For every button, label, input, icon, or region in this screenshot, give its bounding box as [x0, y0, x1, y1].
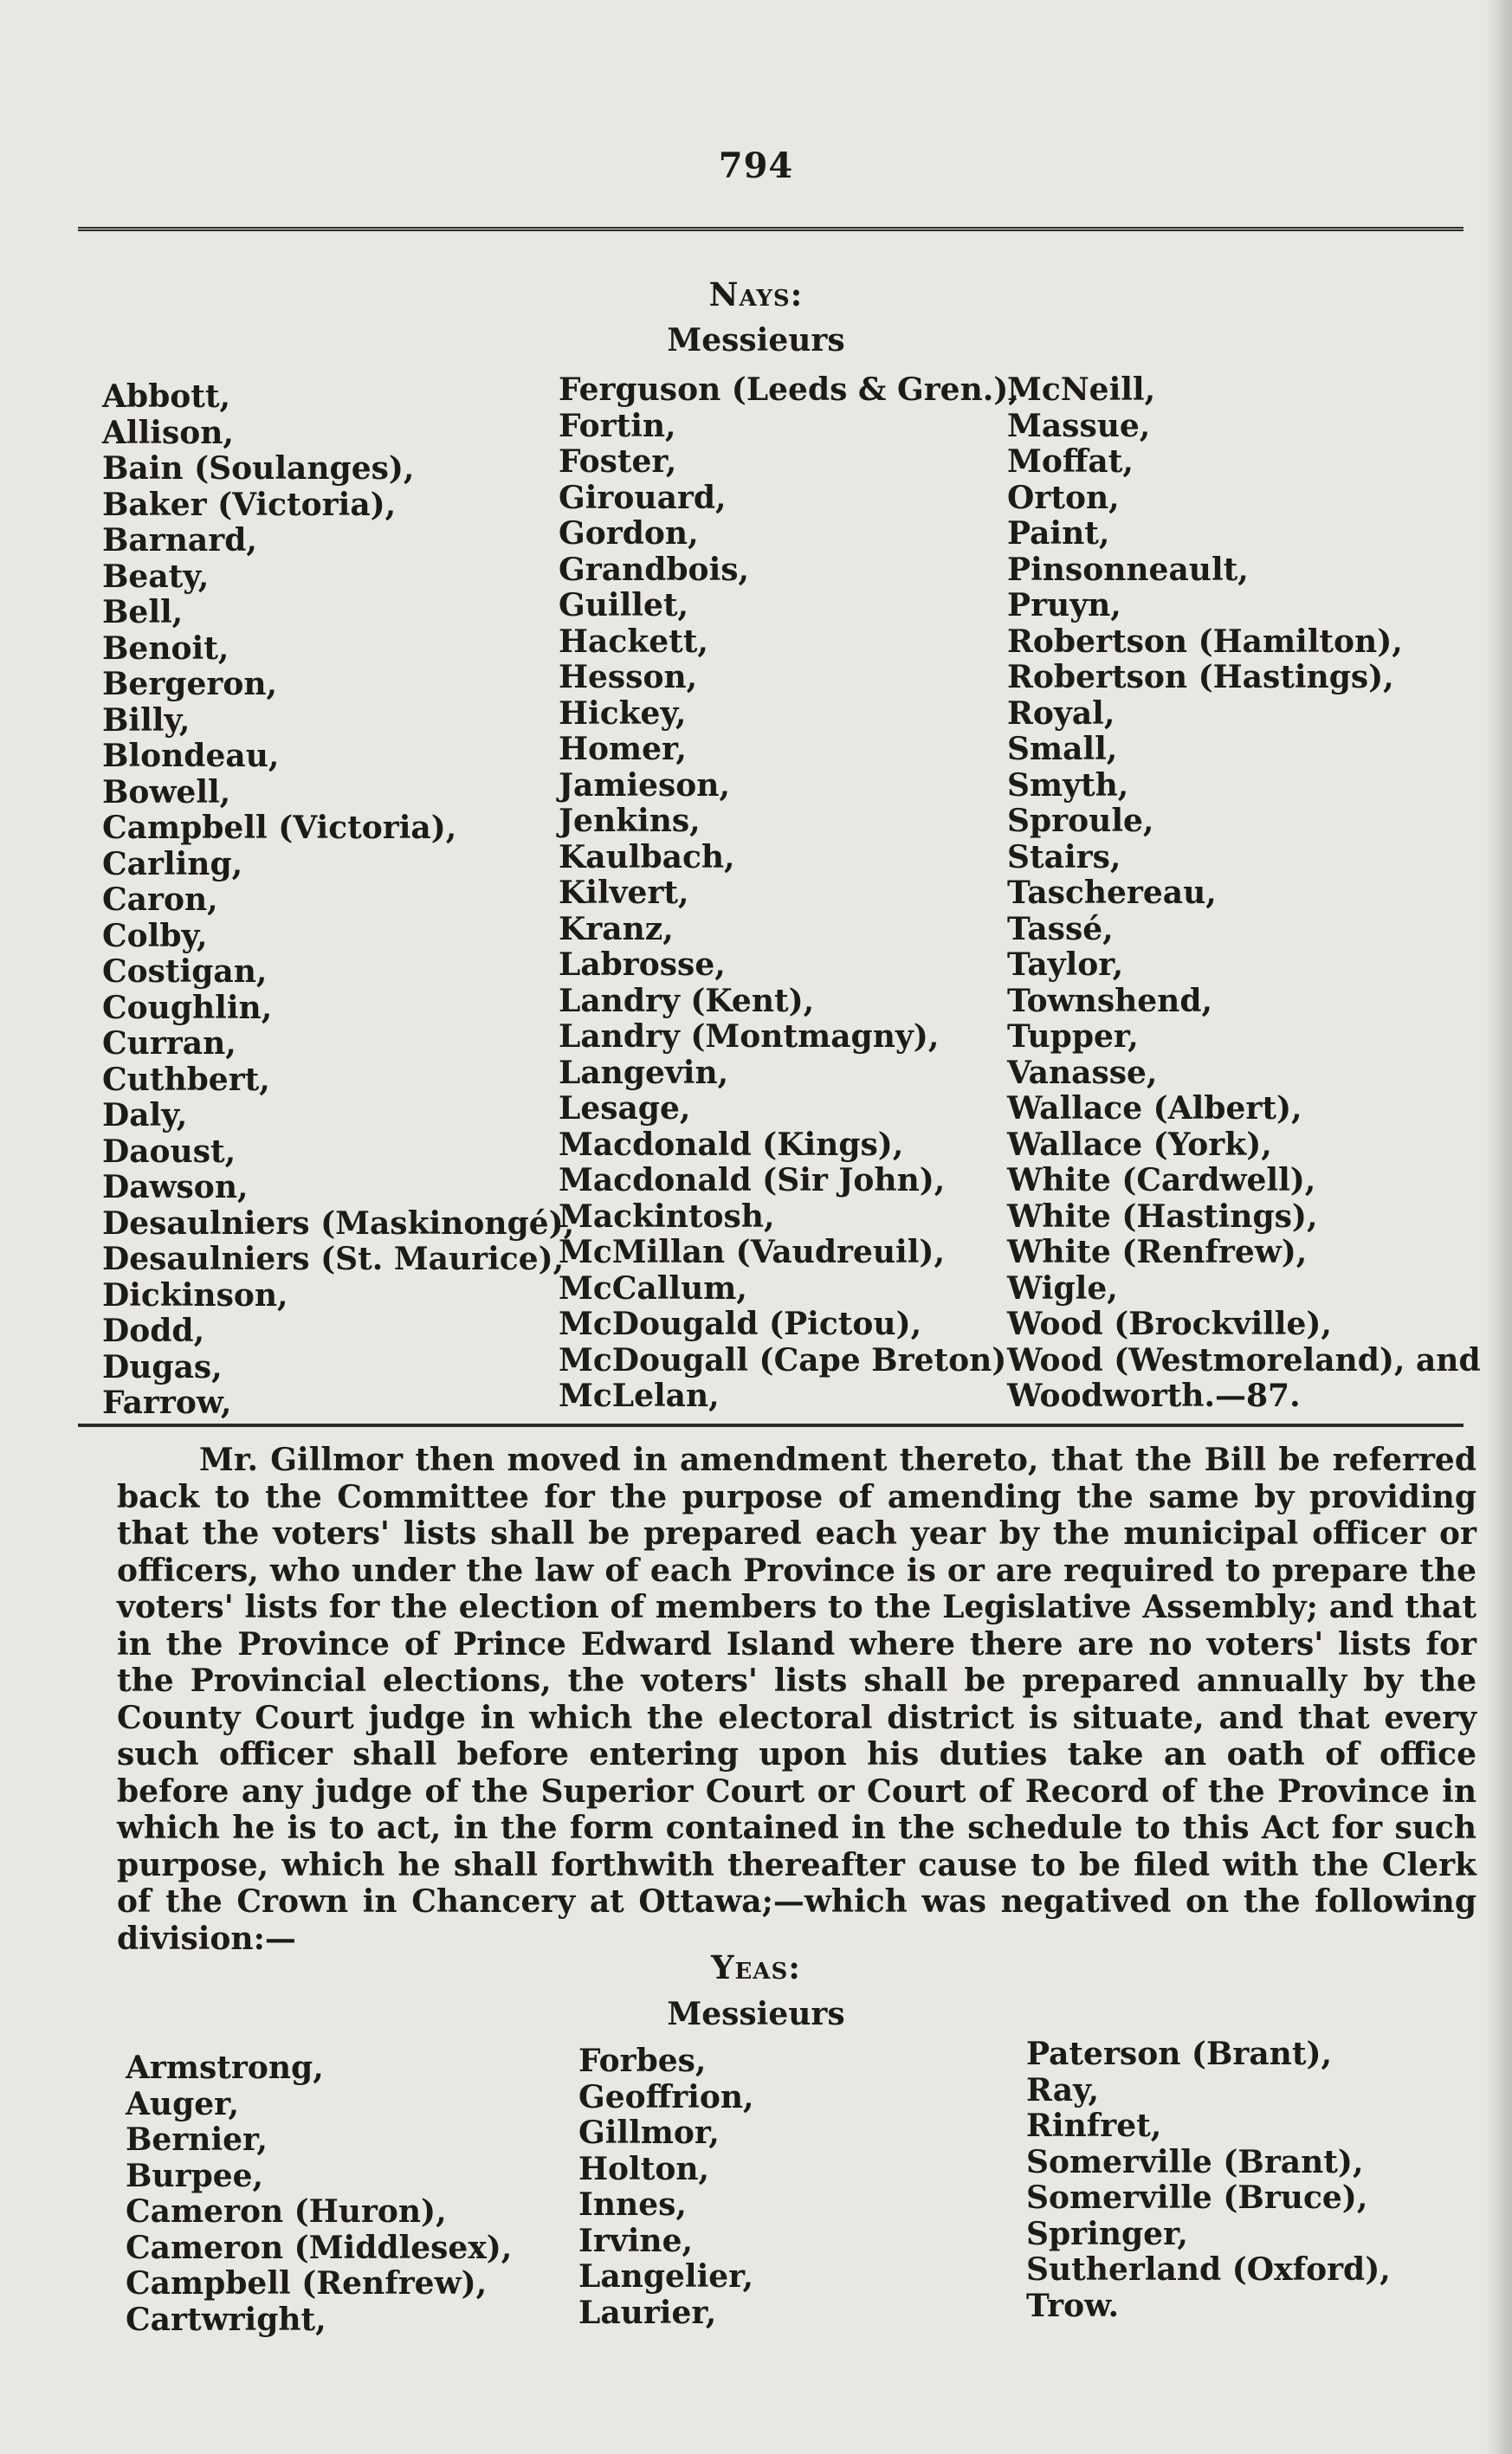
member-name: Smyth, — [1007, 766, 1129, 804]
member-name: Carling, — [102, 845, 243, 882]
member-name: Daoust, — [102, 1133, 236, 1170]
yeas-heading: Yeas: — [711, 1948, 801, 1986]
member-name: Woodworth.—87. — [1007, 1378, 1301, 1414]
member-name: Armstrong, — [126, 2050, 324, 2086]
member-name: McDougald (Pictou), — [559, 1306, 922, 1342]
member-name: Colby, — [102, 917, 208, 954]
member-name: Curran, — [102, 1025, 236, 1062]
member-name: McLelan, — [559, 1378, 720, 1414]
member-name: Farrow, — [102, 1385, 232, 1421]
member-name: Laurier, — [578, 2294, 717, 2331]
member-name: Hickey, — [559, 694, 687, 732]
member-name: Campbell (Victoria), — [102, 810, 457, 846]
member-name: Orton, — [1007, 479, 1120, 516]
member-name: Taschereau, — [1007, 875, 1217, 911]
member-name: Coughlin, — [102, 989, 273, 1026]
member-name: Mackintosh, — [559, 1198, 775, 1235]
member-name: Robertson (Hamilton), — [1007, 623, 1403, 660]
member-name: Blondeau, — [102, 738, 280, 774]
member-name: Sutherland (Oxford), — [1026, 2251, 1391, 2288]
member-name: McMillan (Vaudreuil), — [559, 1234, 945, 1270]
member-name: Bernier, — [126, 2121, 268, 2158]
member-name: Foster, — [559, 443, 677, 480]
member-name: Sproule, — [1007, 803, 1154, 839]
member-name: Paint, — [1007, 515, 1110, 552]
member-name: Forbes, — [578, 2043, 707, 2079]
member-name: McNeill, — [1007, 371, 1156, 408]
member-name: Macdonald (Sir John), — [559, 1162, 946, 1198]
member-name: Tassé, — [1007, 910, 1114, 947]
member-name: Baker (Victoria), — [102, 486, 397, 523]
member-name: Robertson (Hastings), — [1007, 659, 1394, 695]
yeas-column-2 — [578, 2044, 754, 2331]
member-name: Daly, — [102, 1097, 188, 1133]
member-name: Kilvert, — [559, 875, 689, 911]
motion-paragraph: Mr. Gillmor then moved in amendment thereto, that the Bill be referred back to the Committee for the purpose of amending the same by providing that the voters' lists shall be prepared each year by the municipal officer or officers, who under the law of each Province is or are required to prepare the voters' lists for the election of members to the Legislative Assembly; and that in the Province of Prince Edward Island where there are no voters' lists for the Provincial elections, the voters' lists shall be prepared annually by the County Court judge in which the electoral district is situate, and that every such officer shall before entering upon his duties take an oath of office before any judge of the Superior Court or Court of Record of the Province in which he is to act, in the form contained in the schedule to this Act for such purpose, which he shall forthwith thereafter cause to be filed with the Clerk of the Crown in Chancery at Ottawa;—which was negatived on the following division:— — [117, 1442, 1476, 1957]
member-name: Pinsonneault, — [1007, 551, 1249, 588]
member-name: Abbott, — [102, 378, 231, 415]
member-name: Kranz, — [559, 910, 674, 947]
member-name: Barnard, — [102, 522, 257, 559]
member-name: Bain (Soulanges), — [102, 450, 415, 487]
member-name: Stairs, — [1007, 838, 1121, 875]
header-rule — [78, 227, 1464, 231]
member-name: Taylor, — [1007, 946, 1124, 983]
member-name: Burpee, — [126, 2157, 264, 2194]
member-name: Langelier, — [578, 2258, 754, 2295]
member-name: Langevin, — [559, 1054, 729, 1091]
member-name: Paterson (Brant), — [1026, 2036, 1333, 2072]
member-name: Bell, — [102, 594, 184, 630]
member-name: Beaty, — [102, 558, 210, 595]
member-name: McDougall (Cape Breton) — [559, 1341, 1007, 1379]
member-name: Billy, — [102, 701, 191, 739]
member-name: Wigle, — [1007, 1269, 1118, 1307]
member-name: Wallace (York), — [1007, 1126, 1272, 1163]
member-name: Gillmor, — [578, 2115, 720, 2151]
member-name: Benoit, — [102, 630, 229, 667]
page-edge-shadow — [1486, 0, 1512, 2454]
member-name: Small, — [1007, 731, 1118, 767]
nays-heading: Nays: — [708, 275, 804, 313]
member-name: Irvine, — [578, 2222, 694, 2259]
member-name: Royal, — [1007, 694, 1115, 732]
member-name: Wallace (Albert), — [1007, 1090, 1302, 1127]
member-name: Lesage, — [559, 1090, 691, 1127]
member-name: Jenkins, — [559, 803, 701, 839]
member-name: Dugas, — [102, 1348, 223, 1385]
member-name: Landry (Kent), — [559, 982, 815, 1019]
member-name: Wood (Brockville), — [1007, 1306, 1332, 1342]
member-name: Labrosse, — [559, 946, 726, 983]
member-name: Bergeron, — [102, 666, 278, 702]
member-name: Jamieson, — [559, 766, 731, 804]
member-name: Townshend, — [1007, 982, 1213, 1019]
yeas-column-1 — [126, 2050, 512, 2338]
member-name: Cartwright, — [126, 2301, 326, 2338]
nays-subheading: Messieurs — [667, 322, 845, 358]
member-name: Desaulniers (St. Maurice), — [102, 1241, 565, 1277]
member-name: Somerville (Brant), — [1026, 2143, 1364, 2180]
member-name: Somerville (Bruce), — [1026, 2180, 1368, 2216]
nays-column-1 — [102, 379, 574, 1422]
member-name: Hesson, — [559, 659, 698, 695]
member-name: Cuthbert, — [102, 1061, 270, 1098]
member-name: Grandbois, — [559, 551, 750, 588]
member-name: Gordon, — [559, 515, 699, 552]
member-name: Pruyn, — [1007, 587, 1121, 623]
member-name: Auger, — [126, 2085, 240, 2122]
member-name: Massue, — [1007, 407, 1151, 444]
member-name: Moffat, — [1007, 443, 1134, 480]
member-name: Geoffrion, — [578, 2078, 754, 2115]
member-name: Desaulniers (Maskinongé), — [102, 1204, 575, 1242]
yeas-column-3 — [1026, 2037, 1391, 2324]
member-name: Costigan, — [102, 953, 268, 990]
member-name: Girouard, — [559, 479, 727, 516]
member-name: Dawson, — [102, 1169, 249, 1205]
member-name: Tupper, — [1007, 1018, 1139, 1055]
member-name: Hackett, — [559, 623, 708, 660]
member-name: Homer, — [559, 731, 687, 767]
member-name: Wood (Westmoreland), and — [1007, 1341, 1481, 1379]
member-name: Ferguson (Leeds & Gren.), — [559, 371, 1019, 408]
member-name: Vanasse, — [1007, 1054, 1158, 1091]
member-name: Holton, — [578, 2150, 710, 2187]
member-name: Cameron (Middlesex), — [126, 2229, 513, 2266]
section-rule — [78, 1424, 1464, 1427]
member-name: White (Renfrew), — [1007, 1234, 1308, 1270]
member-name: Guillet, — [559, 587, 689, 623]
member-name: Innes, — [578, 2186, 687, 2223]
member-name: Bowell, — [102, 773, 231, 810]
member-name: White (Hastings), — [1007, 1198, 1318, 1235]
member-name: Rinfret, — [1026, 2108, 1162, 2144]
member-name: Fortin, — [559, 407, 676, 444]
member-name: Campbell (Renfrew), — [126, 2265, 488, 2302]
member-name: Macdonald (Kings), — [559, 1126, 904, 1163]
page-number: 794 — [718, 145, 794, 186]
member-name: Cameron (Huron), — [126, 2193, 447, 2230]
nays-column-3 — [1007, 372, 1481, 1415]
member-name: Caron, — [102, 882, 218, 918]
member-name: Landry (Montmagny), — [559, 1018, 940, 1055]
member-name: Springer, — [1026, 2215, 1188, 2252]
member-name: Ray, — [1026, 2071, 1100, 2109]
member-name: Dodd, — [102, 1313, 205, 1349]
nays-column-2 — [559, 372, 1019, 1415]
member-name: Dickinson, — [102, 1276, 288, 1314]
yeas-subheading: Messieurs — [667, 1996, 845, 2032]
member-name: Trow. — [1026, 2287, 1120, 2324]
member-name: Kaulbach, — [559, 838, 735, 875]
member-name: McCallum, — [559, 1269, 747, 1307]
member-name: White (Cardwell), — [1007, 1162, 1316, 1198]
member-name: Allison, — [102, 414, 234, 451]
